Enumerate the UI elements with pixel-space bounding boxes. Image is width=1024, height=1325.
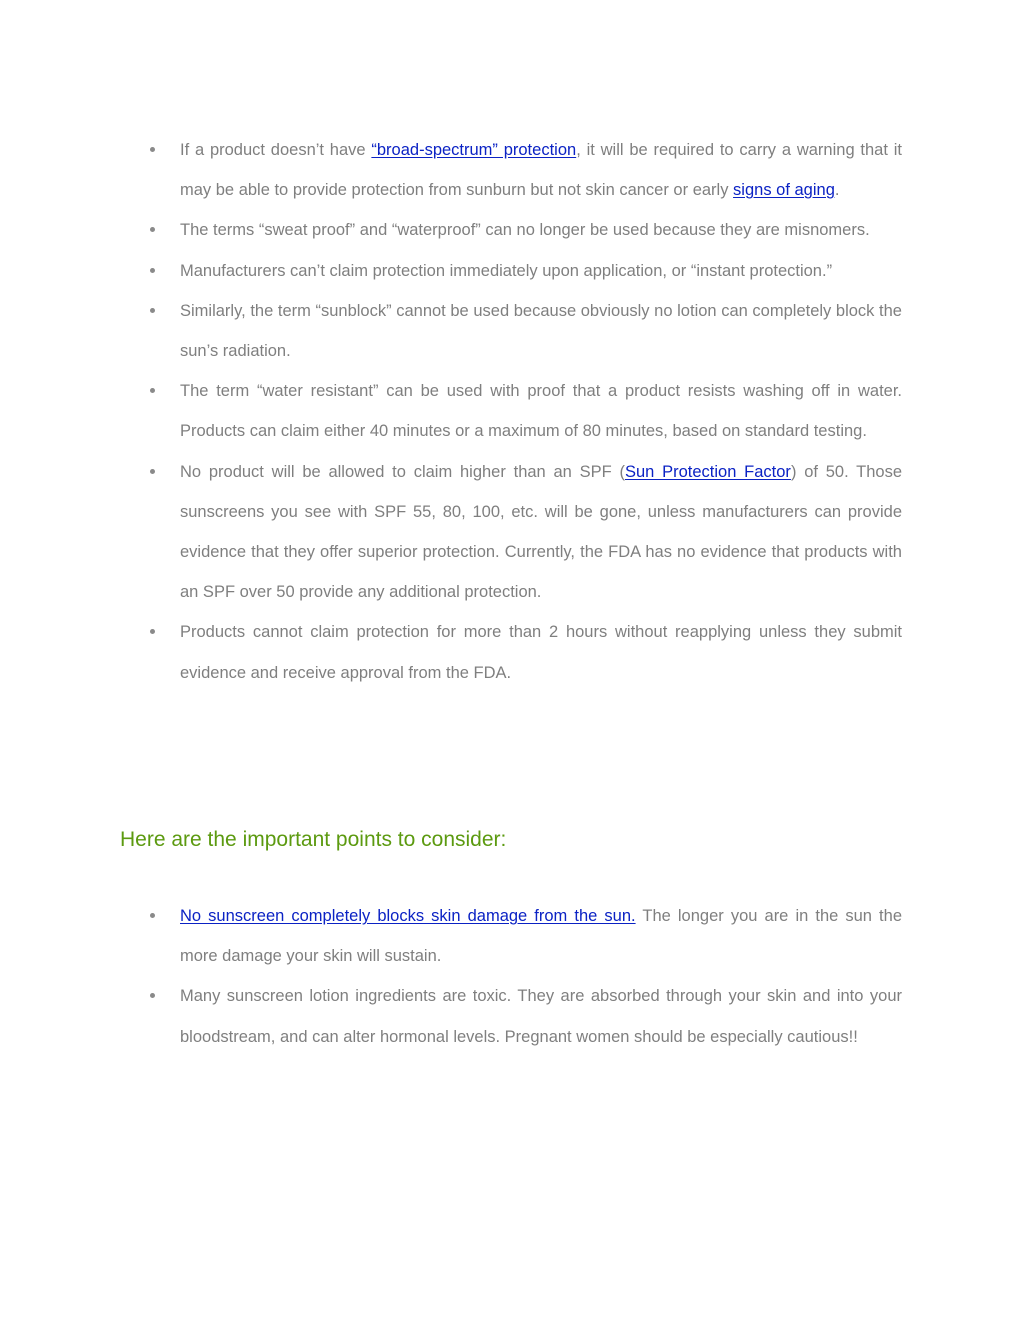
item-text: Many sunscreen lotion ingredients are toxic. They are absorbed through your skin and into your bloodstream, and can alter hormonal levels. Pregnant women should be especially cautious!! [180, 987, 902, 1046]
section-heading: Here are the important points to consider: [120, 828, 507, 851]
list-item [150, 130, 902, 210]
list-item [150, 896, 902, 976]
item-text: Products cannot claim protection for more than 2 hours without reapplying unless they submit evidence and receive approval from the FDA. [180, 623, 902, 682]
item-text: The longer you are in the sun the more damage your skin will sustain. [180, 907, 902, 966]
list-item [150, 976, 902, 1056]
bullet-icon [150, 993, 155, 998]
broad-spectrum-link[interactable]: “broad-spectrum” protection [371, 141, 577, 159]
bullet-icon [150, 388, 155, 393]
bullet-icon [150, 268, 155, 273]
bullet-icon [150, 308, 155, 313]
item-text: . [834, 181, 840, 200]
item-text: The term “water resistant” can be used with proof that a product resists washing off in water. Products can claim either 40 minutes or a maximum of 80 minutes, based on standard testing. [180, 382, 902, 441]
list-item [150, 371, 902, 451]
item-text: No product will be allowed to claim higher than an SPF ( [180, 462, 625, 481]
bullet-icon [150, 227, 155, 232]
item-text: , it will be required to carry a warning that it may be able to provide protection from sunburn but not skin cancer or early [180, 141, 902, 200]
item-text: Similarly, the term “sunblock” cannot be used because obviously no lotion can completely block the sun’s radiation. [180, 301, 902, 361]
list-item [150, 452, 902, 613]
item-text: The terms “sweat proof” and “waterproof” can no longer be used because they are misnomers. [180, 221, 870, 240]
list-item [150, 291, 902, 371]
bullet-icon [150, 147, 155, 152]
fda-rules-list [150, 130, 902, 693]
item-text: ) of 50. Those sunscreens you see with SPF 55, 80, 100, etc. will be gone, unless manufacturers can provide evidence that they offer superior protection. Currently, the FDA has no evidence that products with an SPF over 50 provide any additional protection. [180, 462, 902, 602]
bullet-icon [150, 629, 155, 634]
item-text: Manufacturers can’t claim protection immediately upon application, or “instant protection.” [180, 261, 833, 280]
signs-of-aging-link[interactable]: signs of aging [733, 181, 835, 200]
list-item [150, 612, 902, 692]
skin-damage-link[interactable]: No sunscreen completely blocks skin damage from the sun. [180, 907, 636, 925]
important-points-list [150, 896, 902, 1057]
bullet-icon [150, 913, 155, 918]
sun-protection-factor-link[interactable]: Sun Protection Factor [624, 462, 791, 481]
list-item [150, 251, 902, 291]
item-text: If a product doesn’t have [180, 141, 372, 159]
list-item [150, 210, 902, 250]
bullet-icon [150, 469, 155, 474]
